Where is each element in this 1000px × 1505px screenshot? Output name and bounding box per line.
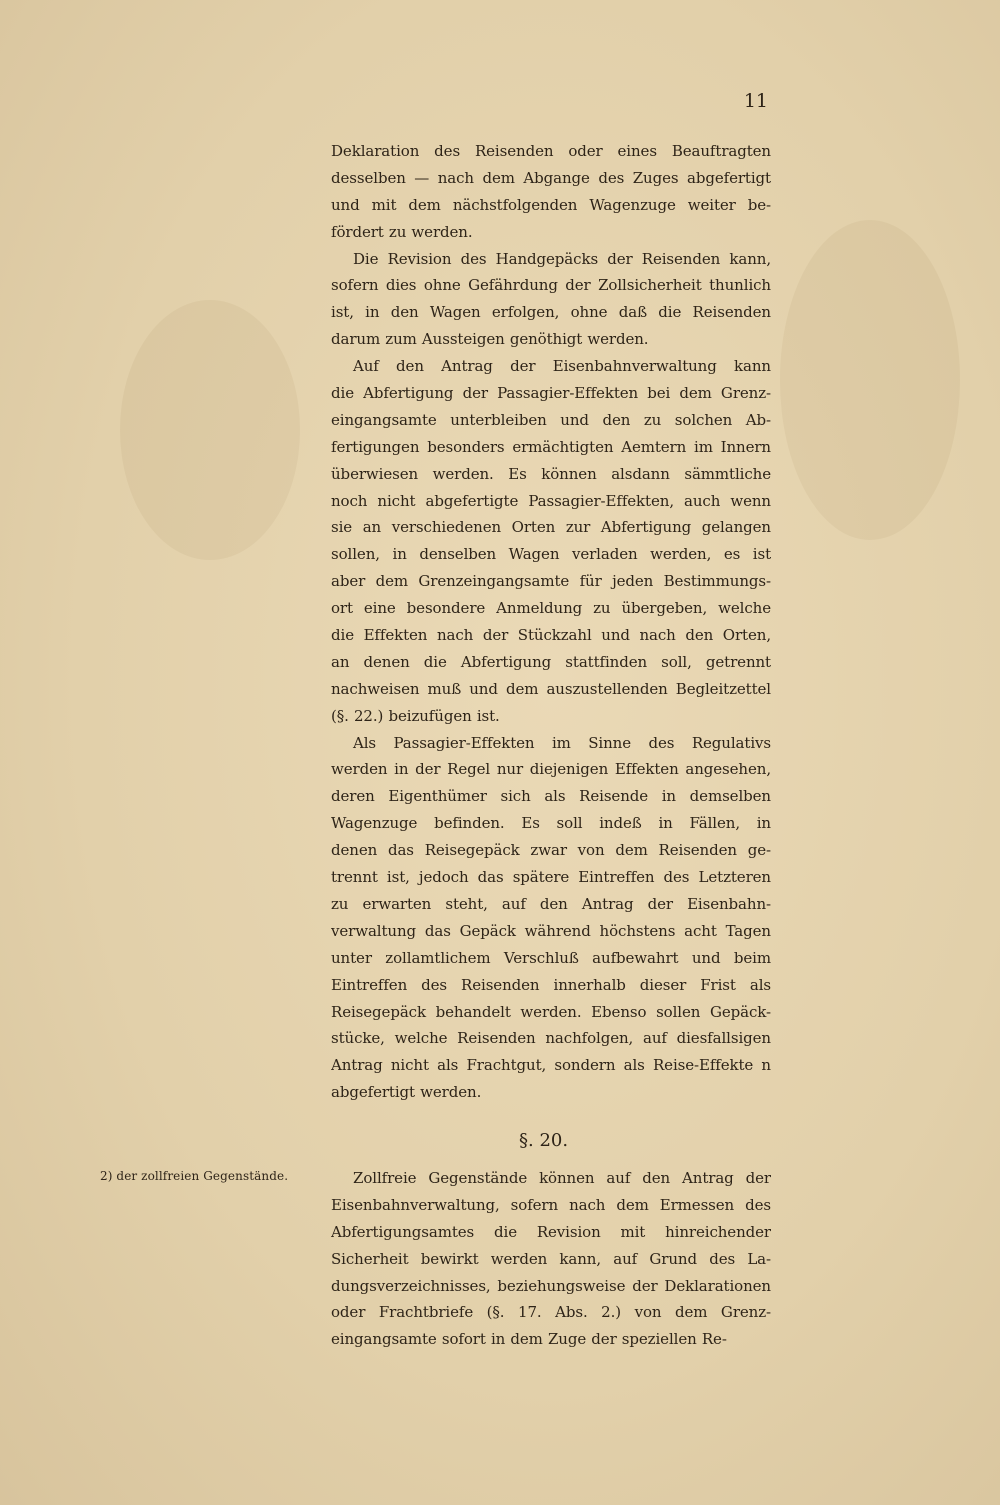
- text-line: sofern dies ohne Gefährdung der Zollsicherheit thunlich: [331, 276, 771, 295]
- text-line: und mit dem nächstfolgenden Wagenzuge weiter be-: [331, 195, 771, 214]
- text-line: fördert zu werden.: [331, 222, 473, 241]
- text-line: Als Passagier-Effekten im Sinne des Regulativs: [353, 733, 771, 752]
- text-line: Abfertigungsamtes die Revision mit hinreichender: [331, 1222, 771, 1241]
- text-line: desselben — nach dem Abgange des Zuges abgefertigt: [331, 168, 771, 187]
- page-number: 11: [743, 90, 768, 112]
- text-line: überwiesen werden. Es können alsdann sämmtliche: [331, 464, 771, 483]
- text-line: die Effekten nach der Stückzahl und nach den Orten,: [331, 626, 771, 645]
- text-line: abgefertigt werden.: [331, 1083, 482, 1102]
- text-line: Antrag nicht als Frachtgut, sondern als Reise-Effekte n: [331, 1056, 771, 1075]
- text-line: unter zollamtlichem Verschluß aufbewahrt und beim: [331, 948, 771, 967]
- main-text-block: [331, 138, 771, 1106]
- paper-stain: [780, 220, 960, 540]
- section-heading: §. 20.: [519, 1130, 569, 1151]
- text-line: die Abfertigung der Passagier-Effekten bei dem Grenz-: [331, 384, 771, 403]
- text-line: verwaltung das Gepäck während höchstens acht Tagen: [331, 921, 771, 940]
- text-line: sollen, in denselben Wagen verladen werden, es ist: [331, 545, 771, 564]
- text-line: zu erwarten steht, auf den Antrag der Eisenbahn-: [331, 894, 771, 913]
- text-line: oder Frachtbriefe (§. 17. Abs. 2.) von dem Grenz-: [331, 1303, 771, 1322]
- text-line: fertigungen besonders ermächtigten Aemtern im Innern: [331, 437, 771, 456]
- text-line: Eintreffen des Reisenden innerhalb dieser Frist als: [331, 975, 771, 994]
- text-line: dungsverzeichnisses, beziehungsweise der Deklarationen: [331, 1276, 771, 1295]
- text-line: darum zum Aussteigen genöthigt werden.: [331, 330, 649, 349]
- text-line: Zollfreie Gegenstände können auf den Antrag der: [353, 1169, 771, 1187]
- text-line: (§. 22.) beizufügen ist.: [331, 706, 500, 725]
- text-line: denen das Reisegepäck zwar von dem Reisenden ge-: [331, 841, 771, 860]
- text-line: Eisenbahnverwaltung, sofern nach dem Ermessen des: [331, 1195, 771, 1214]
- text-line: noch nicht abgefertigte Passagier-Effekten, auch wenn: [331, 491, 771, 510]
- text-line: Wagenzuge befinden. Es soll indeß in Fällen, in: [331, 814, 771, 833]
- section-text-block: [331, 1165, 771, 1353]
- text-line: ist, in den Wagen erfolgen, ohne daß die Reisenden: [331, 303, 771, 322]
- text-line: stücke, welche Reisenden nachfolgen, auf diesfallsigen: [331, 1029, 771, 1048]
- paper-stain: [120, 300, 300, 560]
- text-line: eingangsamte sofort in dem Zuge der speziellen Re-: [331, 1330, 727, 1349]
- text-line: Sicherheit bewirkt werden kann, auf Grund des La-: [331, 1249, 771, 1268]
- text-line: Auf den Antrag der Eisenbahnverwaltung kann: [353, 357, 771, 376]
- text-line: Reisegepäck behandelt werden. Ebenso sollen Gepäck-: [331, 1002, 771, 1021]
- text-line: nachweisen muß und dem auszustellenden Begleitzettel: [331, 679, 771, 698]
- text-line: eingangsamte unterbleiben und den zu solchen Ab-: [331, 410, 771, 429]
- text-line: an denen die Abfertigung stattfinden soll, getrennt: [331, 652, 771, 671]
- margin-note: 2) der zollfreien Gegenstände.: [100, 1169, 289, 1183]
- text-line: sie an verschiedenen Orten zur Abfertigung gelangen: [331, 518, 771, 537]
- text-line: werden in der Regel nur diejenigen Effekten angesehen,: [331, 760, 771, 779]
- text-line: Die Revision des Handgepäcks der Reisenden kann,: [353, 249, 771, 268]
- text-line: trennt ist, jedoch das spätere Eintreffen des Letzteren: [331, 868, 771, 887]
- text-line: Deklaration des Reisenden oder eines Beauftragten: [331, 142, 771, 160]
- text-line: ort eine besondere Anmeldung zu übergeben, welche: [331, 599, 771, 618]
- text-line: aber dem Grenzeingangsamte für jeden Bestimmungs-: [331, 572, 771, 591]
- text-line: deren Eigenthümer sich als Reisende in demselben: [331, 787, 771, 806]
